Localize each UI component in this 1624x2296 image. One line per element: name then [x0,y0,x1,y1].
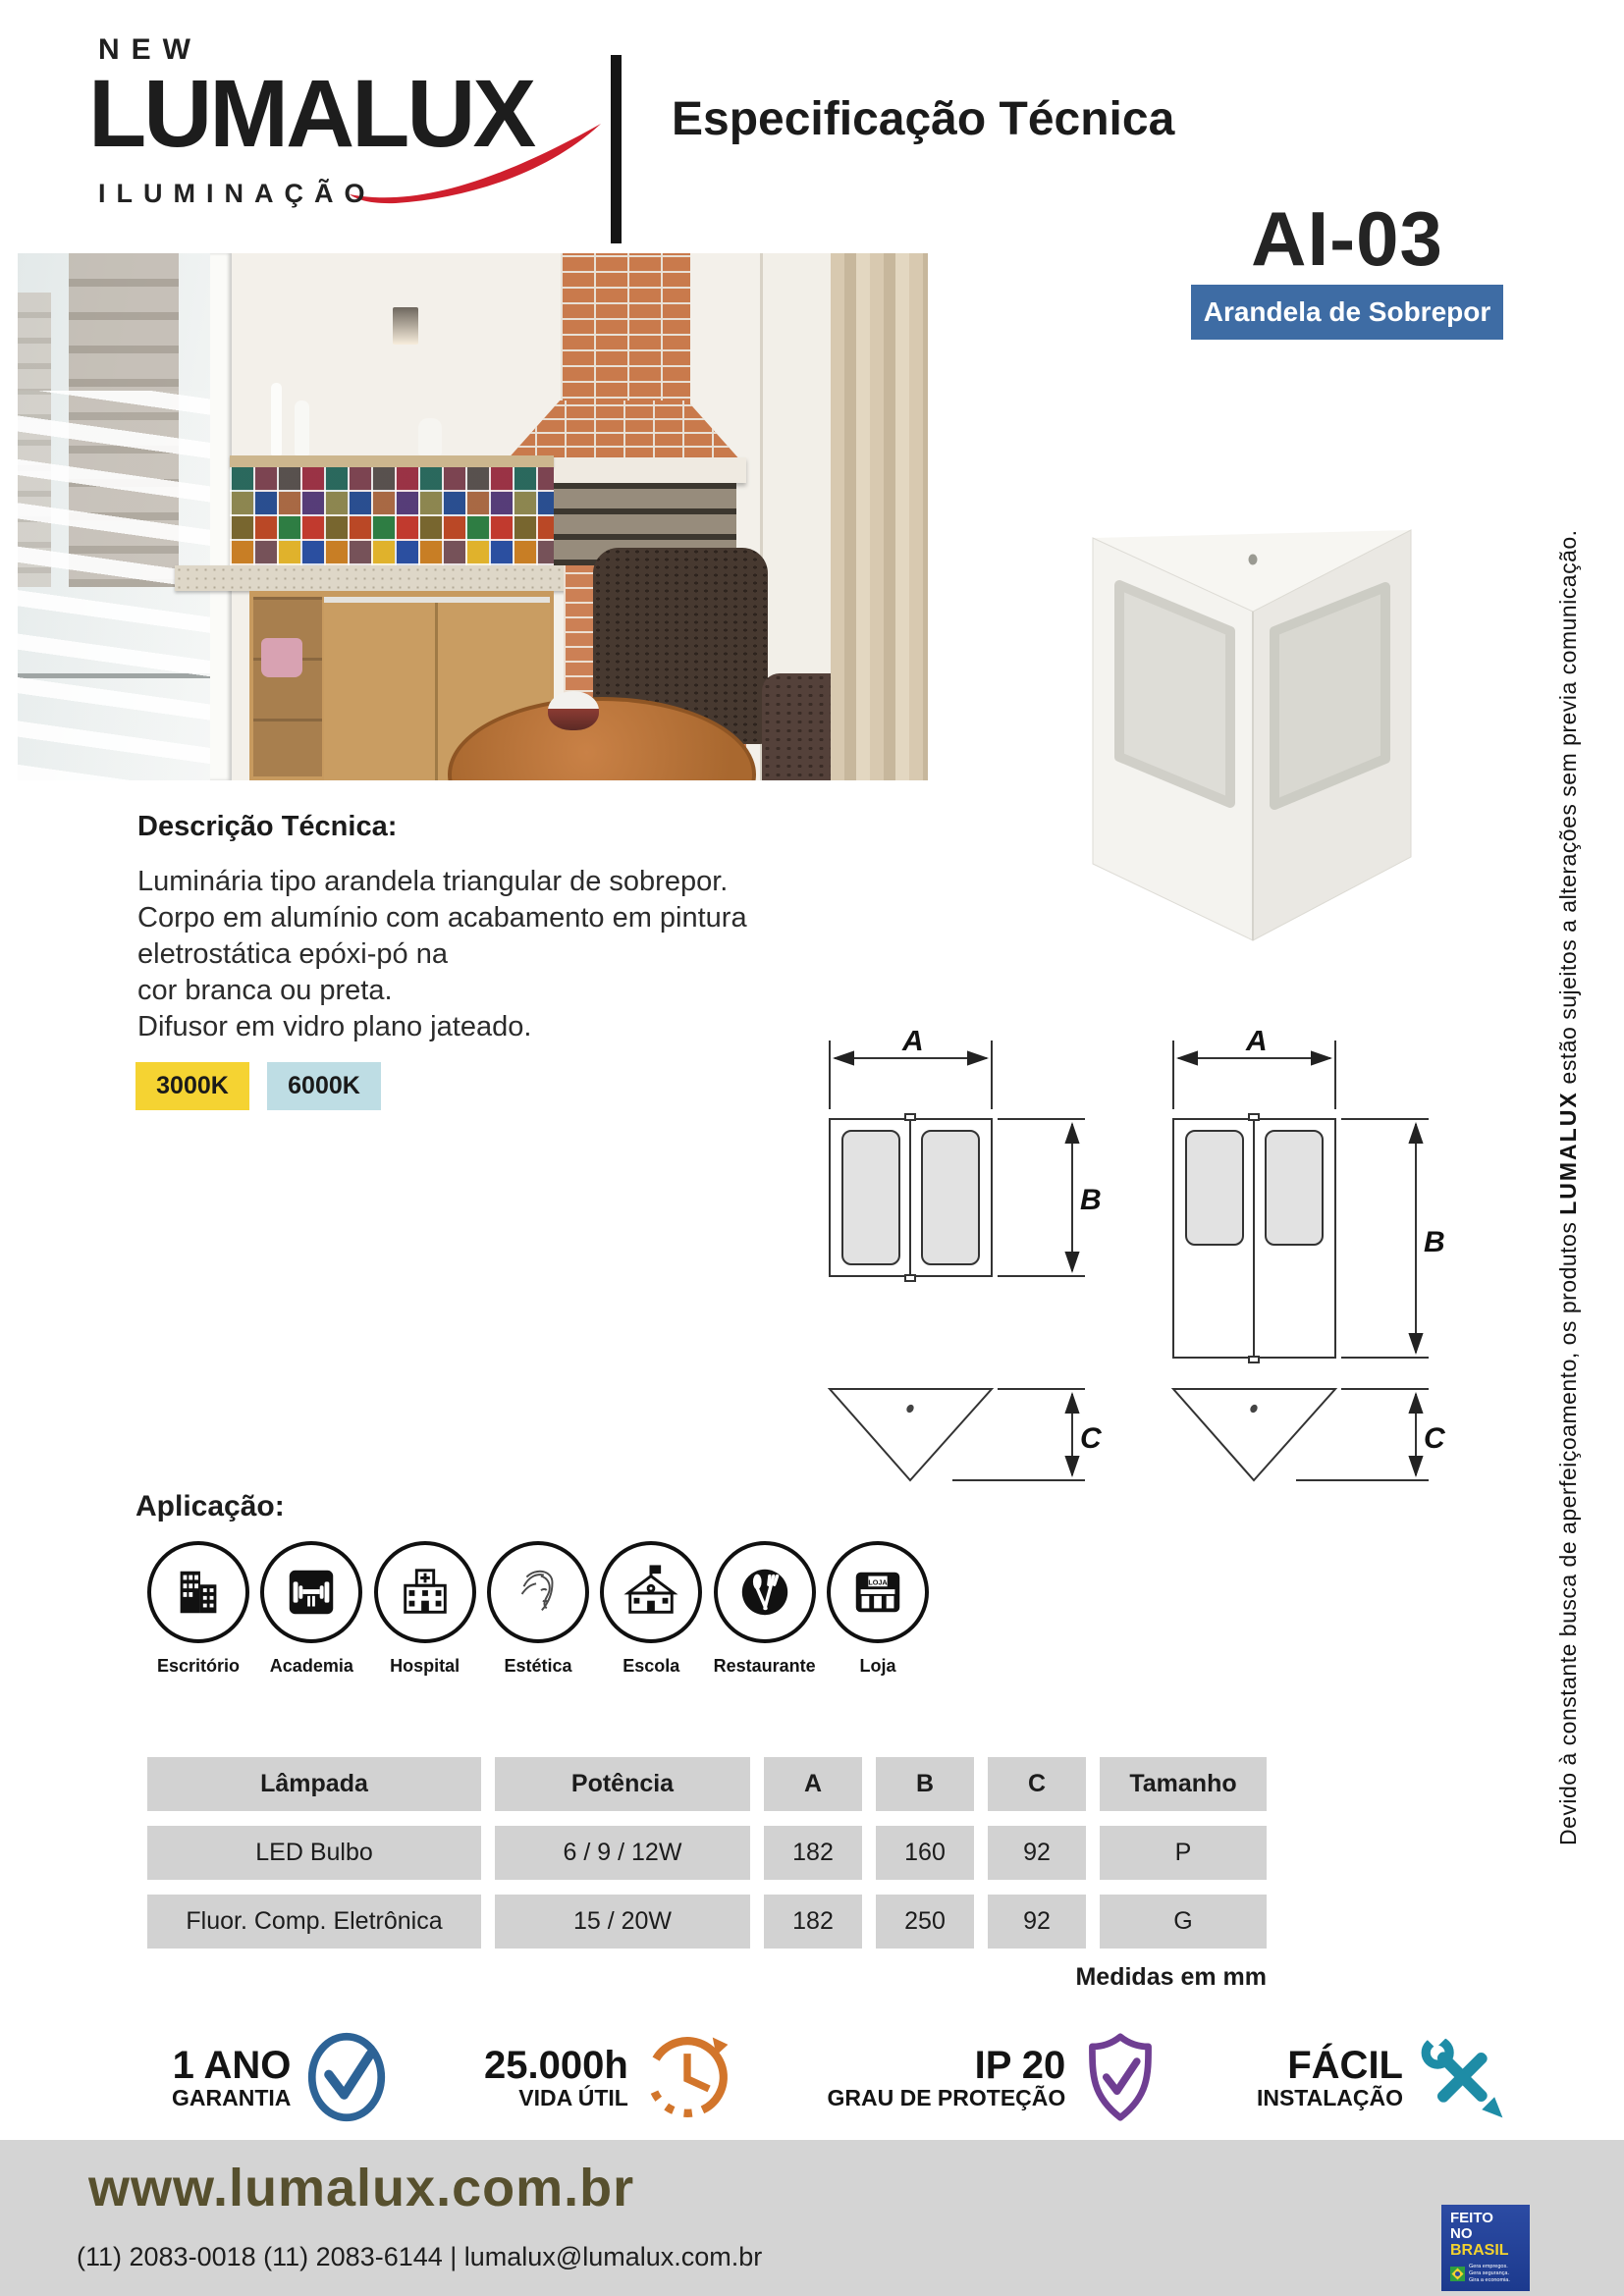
shield-check-icon [1079,2031,1162,2123]
application-label: Loja [859,1656,896,1676]
photo-shelf [230,455,554,467]
feature-label: INSTALAÇÃO [1256,2084,1403,2110]
table-header-lampada: Lâmpada [147,1757,481,1811]
description-line: eletrostática epóxi-pó na [137,938,448,970]
dim-label-c: C [1424,1422,1445,1455]
photo-curtain [831,253,928,780]
table-cell: Fluor. Comp. Eletrônica [147,1895,481,1949]
made-in-captions: Gera empregos. Gera segurança. Gira a economia. [1469,2263,1510,2283]
feature-label: GRAU DE PROTEÇÃO [827,2084,1066,2110]
disclaimer-vertical-text [1555,422,1595,1845]
hospital-icon [374,1541,476,1643]
table-cell: P [1100,1826,1267,1880]
table-cell: G [1100,1895,1267,1949]
description-line: cor branca ou preta. [137,975,393,1006]
table-header-b: B [876,1757,974,1811]
application-label: Estética [504,1656,572,1676]
dimension-drawings [805,1031,1473,1492]
clock-icon [642,2032,732,2122]
feature-protection [827,2030,1162,2124]
application-item-school [598,1541,704,1677]
school-icon [600,1541,702,1643]
description-line: Corpo em alumínio com acabamento em pintura [137,902,747,934]
table-cell: LED Bulbo [147,1826,481,1880]
gym-icon [260,1541,362,1643]
disclaimer-pre: Devido à constante busca de aperfeiçoamento, os produtos [1555,1214,1581,1845]
table-cell: 92 [988,1826,1086,1880]
feature-label: GARANTIA [172,2084,292,2110]
photo-wall-lamp [393,307,418,345]
description-text [137,864,747,1045]
table-cell: 15 / 20W [495,1895,750,1949]
application-item-restaurant [712,1541,818,1677]
feature-installation [1257,2030,1507,2124]
photo-vase [418,418,442,455]
description-heading: Descrição Técnica: [137,811,398,842]
product-photo-sconce [1075,479,1429,955]
made-in-line: NO [1450,2224,1473,2242]
logo-swoosh-icon [342,116,609,206]
application-label: Academia [269,1656,353,1676]
store-sign-text: LOJA [868,1577,888,1587]
application-item-store [825,1541,931,1677]
application-label: Restaurante [713,1656,816,1676]
photo-mosaic-tiles [230,467,554,565]
table-cell: 182 [764,1826,862,1880]
check-circle-icon [304,2030,389,2124]
description-line: Luminária tipo arandela triangular de sobrepor. [137,866,729,897]
application-label: Escritório [156,1656,241,1676]
feature-lifetime [484,2030,732,2124]
chip-6000k: 6000K [267,1062,381,1110]
photo-vase [295,400,309,455]
table-header-potencia: Potência [495,1757,750,1811]
table-cell: 6 / 9 / 12W [495,1826,750,1880]
dim-label-b: B [1424,1226,1445,1258]
units-note: Medidas em mm [1075,1963,1267,1991]
description-line: Difusor em vidro plano jateado. [137,1011,532,1042]
table-cell: 160 [876,1826,974,1880]
contact-line: (11) 2083-0018 (11) 2083-6144 | lumalux@lumalux.com.br [77,2242,763,2271]
logo-iluminacao: ILUMINAÇÃO [98,179,376,208]
disclaimer-post: estão sujeitos a alterações sem previa comunicação. [1555,529,1581,1092]
dim-label-c: C [1080,1422,1102,1455]
website-link[interactable]: www.lumalux.com.br [88,2159,635,2217]
feature-value: FÁCIL [1287,2043,1403,2087]
application-heading: Aplicação: [135,1490,285,1522]
application-item-beauty [485,1541,591,1677]
photo-window-frame [210,253,232,780]
table-header-tamanho: Tamanho [1100,1757,1267,1811]
application-item-office [145,1541,251,1677]
feature-badges [172,2030,1507,2124]
photo-vase [271,383,282,455]
page-title: Especificação Técnica [672,93,1175,145]
brazil-flag-icon [1450,2267,1465,2281]
dim-label-a: A [1246,1031,1268,1057]
photo-door-divider [435,603,438,780]
application-label: Hospital [390,1656,460,1676]
tools-icon [1417,2032,1507,2122]
disclaimer-brand: LUMALUX [1555,1091,1581,1215]
application-item-gym [258,1541,364,1677]
application-item-hospital [372,1541,478,1677]
logo-new-text: NEW [98,33,202,66]
photo-bowl [548,691,599,730]
dim-label-b: B [1080,1184,1102,1216]
application-icons [145,1541,931,1677]
store-icon [827,1541,929,1643]
spec-table [147,1757,1267,1949]
header-divider [611,55,622,243]
made-in-line: FEITO [1450,2210,1493,2226]
logo-lumalux: LUMALUX [88,60,534,167]
product-code: AI-03 [1251,195,1443,282]
made-in-brazil-badge [1441,2205,1530,2291]
table-cell: 250 [876,1895,974,1949]
photo-bag [261,638,302,677]
table-header-a: A [764,1757,862,1811]
feature-value: 25.000h [484,2043,628,2087]
office-icon [147,1541,249,1643]
restaurant-icon [714,1541,816,1643]
feature-label: VIDA ÚTIL [518,2084,628,2110]
photo-chimney-flare [506,400,741,461]
table-cell: 92 [988,1895,1086,1949]
ambient-photo [18,253,928,780]
table-header-c: C [988,1757,1086,1811]
dim-label-a: A [902,1031,924,1057]
chip-3000k: 3000K [135,1062,249,1110]
photo-cabinet-niche [253,597,322,776]
made-in-line: BRASIL [1450,2241,1509,2259]
feature-warranty [172,2030,389,2124]
feature-value: IP 20 [974,2043,1066,2087]
table-cell: 182 [764,1895,862,1949]
beauty-icon [487,1541,589,1643]
product-category-badge: Arandela de Sobrepor [1191,285,1503,340]
color-temperature-chips [135,1062,381,1110]
application-label: Escola [623,1656,680,1676]
feature-value: 1 ANO [172,2043,292,2087]
